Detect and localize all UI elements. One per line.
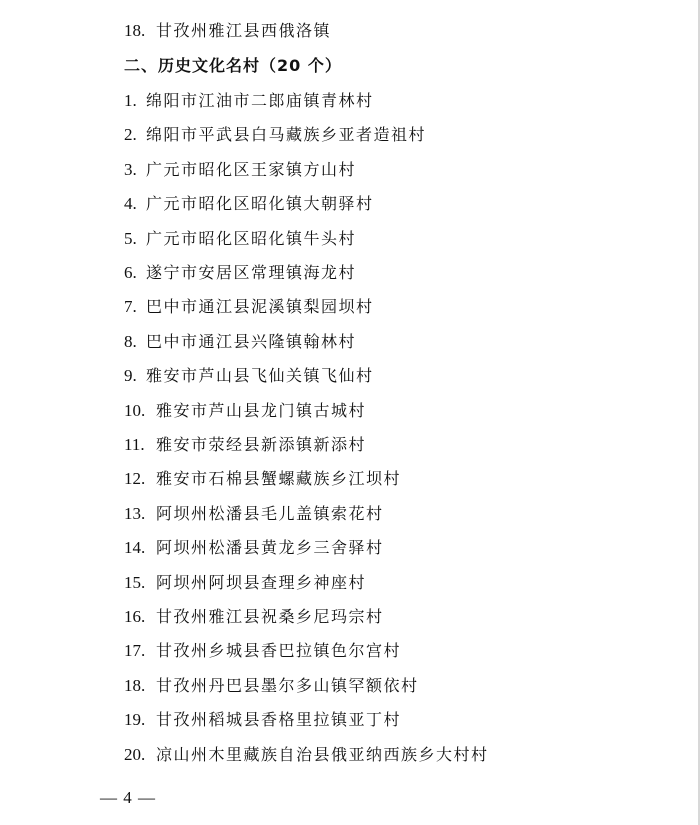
item-text: 巴中市通江县兴隆镇翰林村	[146, 331, 357, 351]
item-number: 17.	[124, 641, 146, 661]
list-item	[124, 669, 419, 703]
item-number: 4.	[124, 194, 137, 214]
item-number: 3.	[124, 159, 137, 179]
item-text: 阿坝州松潘县毛儿盖镇索花村	[156, 503, 384, 523]
item-number: 2.	[124, 125, 137, 145]
item-text: 绵阳市江油市二郎庙镇青林村	[146, 91, 374, 110]
list-item	[124, 531, 384, 565]
list-item	[124, 256, 356, 290]
top-list-item	[124, 14, 331, 48]
item-number: 7.	[124, 297, 137, 317]
item-text: 雅安市芦山县飞仙关镇飞仙村	[146, 366, 374, 386]
item-text: 甘孜州雅江县祝桑乡尼玛宗村	[156, 607, 384, 626]
list-item	[124, 462, 401, 496]
item-text: 阿坝州松潘县黄龙乡三舍驿村	[156, 538, 384, 558]
list-item	[124, 394, 366, 428]
list-item	[124, 118, 426, 152]
item-text: 巴中市通江县泥溪镇梨园坝村	[146, 297, 374, 317]
item-number: 6.	[124, 263, 137, 282]
item-number: 18.	[124, 675, 146, 695]
item-text: 甘孜州乡城县香巴拉镇色尔宫村	[156, 641, 402, 661]
item-text: 甘孜州稻城县香格里拉镇亚丁村	[156, 710, 402, 730]
item-number: 8.	[124, 331, 137, 351]
item-number: 11.	[124, 435, 145, 454]
item-number: 18.	[124, 21, 146, 40]
item-text: 雅安市石棉县蟹螺藏族乡江坝村	[156, 469, 402, 489]
list-item	[124, 153, 356, 187]
list-item	[124, 222, 356, 256]
item-number: 13.	[124, 503, 146, 523]
list-item	[124, 600, 384, 634]
list-item	[124, 428, 366, 462]
list-item	[124, 84, 374, 118]
item-text: 甘孜州丹巴县墨尔多山镇罕额依村	[156, 675, 419, 695]
item-text: 绵阳市平武县白马藏族乡亚者造祖村	[146, 125, 427, 145]
item-text: 甘孜州雅江县西俄洛镇	[156, 21, 332, 40]
page-number: — 4 —	[100, 788, 156, 807]
list-item	[124, 738, 489, 772]
list-item	[124, 566, 366, 600]
item-text: 雅安市荥经县新添镇新添村	[156, 435, 367, 454]
list-item	[124, 187, 374, 221]
item-text: 阿坝州阿坝县查理乡神座村	[156, 572, 367, 592]
item-text: 凉山州木里藏族自治县俄亚纳西族乡大村村	[156, 744, 489, 764]
item-text: 广元市昭化区王家镇方山村	[146, 159, 357, 179]
item-text: 广元市昭化区昭化镇牛头村	[146, 228, 357, 248]
item-number: 9.	[124, 366, 137, 386]
section-heading: 二、历史文化名村（20 个）	[124, 56, 342, 75]
item-number: 5.	[124, 228, 137, 248]
list-item	[124, 634, 401, 668]
list-item	[124, 359, 374, 393]
item-number: 16.	[124, 607, 146, 626]
list-item	[124, 703, 401, 737]
list-item	[124, 497, 384, 531]
list-item	[124, 325, 356, 359]
item-number: 10.	[124, 400, 146, 420]
list-item	[124, 290, 374, 324]
item-number: 20.	[124, 744, 146, 764]
item-number: 19.	[124, 710, 146, 730]
item-text: 遂宁市安居区常理镇海龙村	[146, 263, 357, 282]
item-number: 1.	[124, 91, 137, 110]
item-number: 12.	[124, 469, 146, 489]
item-text: 雅安市芦山县龙门镇古城村	[156, 400, 367, 420]
item-number: 15.	[124, 572, 146, 592]
item-number: 14.	[124, 538, 146, 558]
item-text: 广元市昭化区昭化镇大朝驿村	[146, 194, 374, 214]
